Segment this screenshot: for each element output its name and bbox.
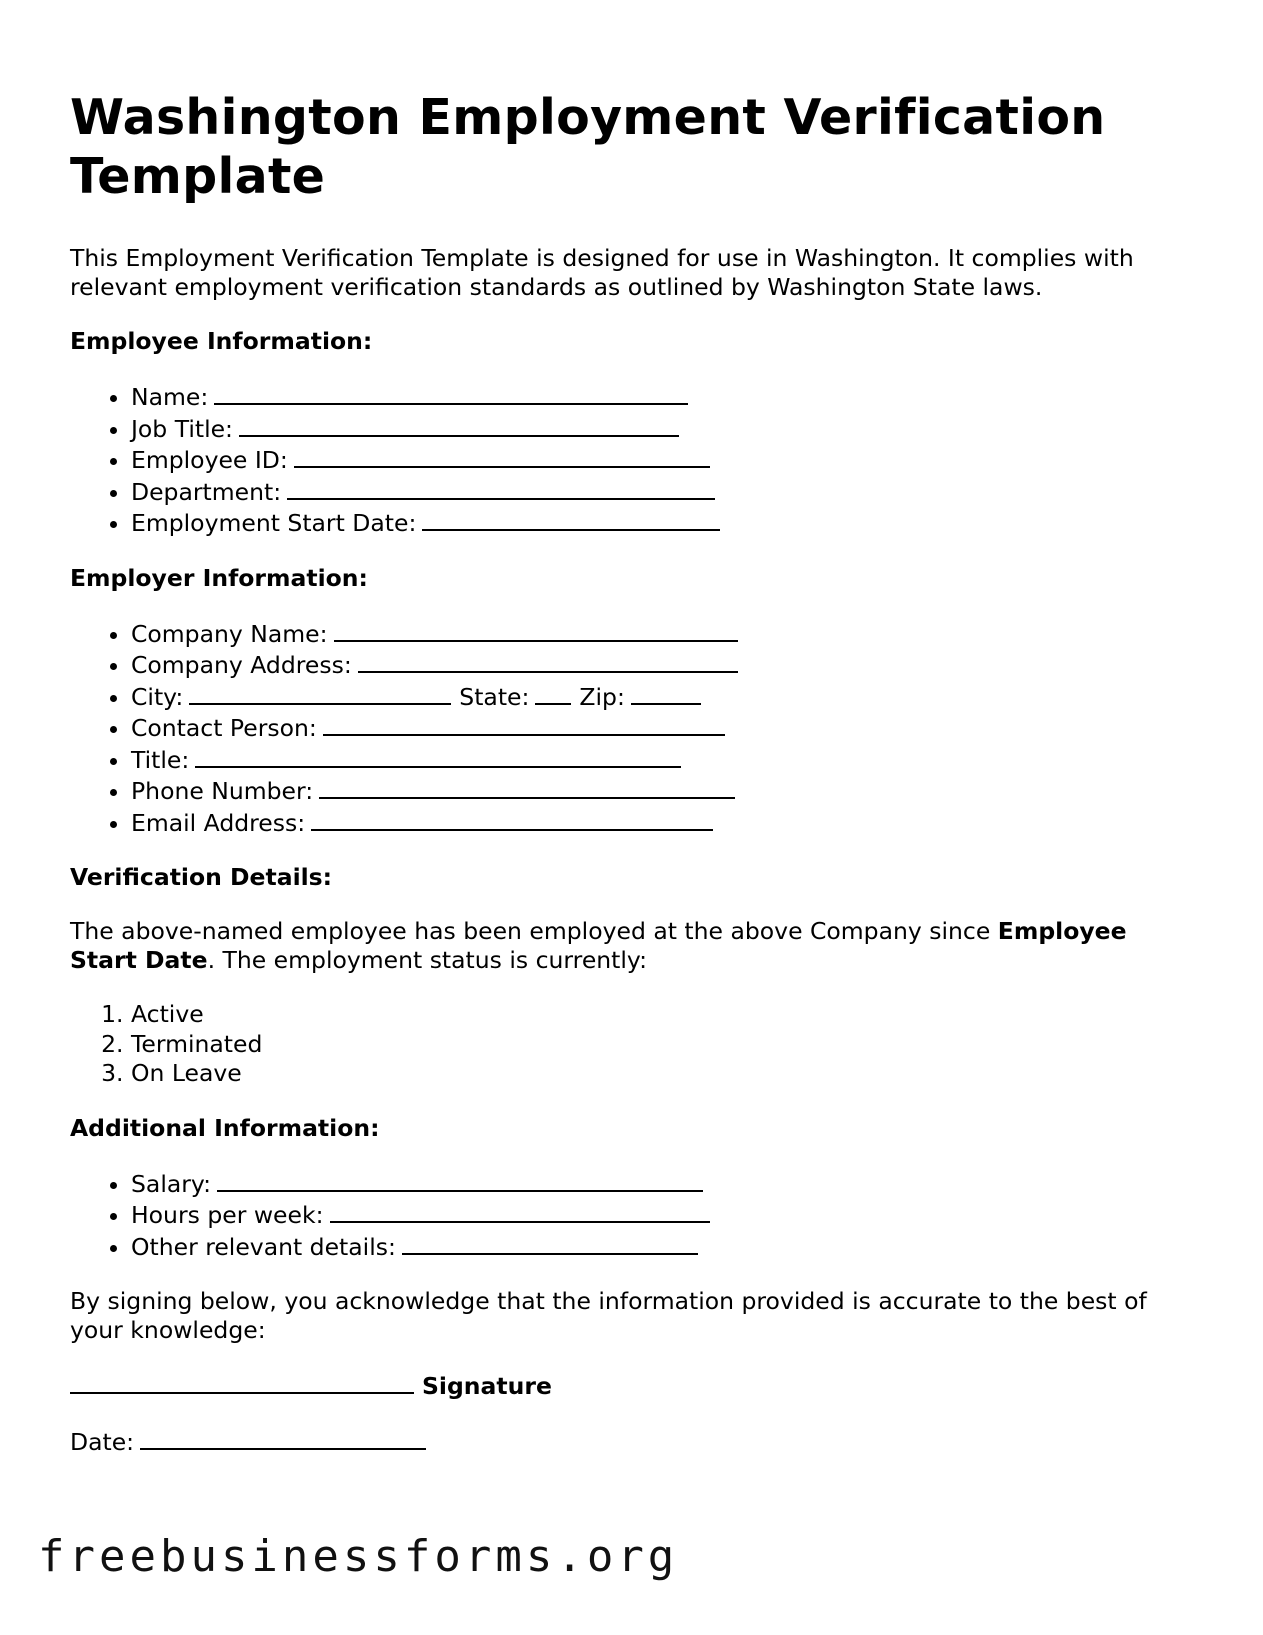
employee-id-field[interactable] (294, 444, 710, 468)
list-item (131, 775, 1200, 807)
intro-paragraph: This Employment Verification Template is designed for use in Washington. It complies with relevant employment verification standards as outlined by Washington State laws. (70, 244, 1134, 301)
city-field[interactable] (189, 681, 451, 705)
phone-number-field[interactable] (319, 775, 735, 799)
list-item (131, 618, 1200, 650)
other-details-field[interactable] (402, 1231, 698, 1255)
email-address-label: Email Address: (131, 808, 306, 837)
department-label: Department: (131, 477, 282, 506)
salary-label: Salary: (131, 1169, 212, 1198)
signature-field[interactable] (70, 1370, 414, 1394)
employee-fields-list (70, 381, 1200, 539)
employee-id-label: Employee ID: (131, 446, 288, 474)
date-line (70, 1426, 1200, 1457)
hours-per-week-field[interactable] (330, 1199, 710, 1223)
list-item (131, 381, 1200, 413)
list-item (131, 1199, 1200, 1231)
employer-information-heading: Employer Information: (70, 563, 368, 592)
employer-fields-list (70, 618, 1200, 839)
signature-label: Signature (422, 1372, 552, 1400)
list-item (131, 649, 1200, 681)
zip-label: Zip: (579, 682, 625, 711)
salary-field[interactable] (217, 1168, 703, 1192)
date-field[interactable] (140, 1426, 426, 1450)
department-field[interactable] (287, 476, 715, 500)
state-field[interactable] (535, 681, 571, 705)
verification-paragraph (70, 917, 1200, 975)
additional-fields-list (70, 1168, 1200, 1263)
acknowledgement-paragraph: By signing below, you acknowledge that the information provided is accurate to the best of your knowledge: (70, 1287, 1147, 1344)
contact-person-label: Contact Person: (131, 714, 317, 742)
document-page (70, 88, 1200, 1457)
employee-start-date-emphasis: Employee Start Date (70, 917, 1127, 974)
title-field[interactable] (195, 744, 681, 768)
job-title-label: Job Title: (131, 414, 233, 443)
contact-person-field[interactable] (323, 712, 725, 736)
employment-start-date-label: Employment Start Date: (131, 509, 417, 537)
phone-number-label: Phone Number: (131, 777, 314, 805)
employment-status-list (70, 1000, 1200, 1089)
company-name-label: Company Name: (131, 619, 328, 648)
company-address-label: Company Address: (131, 651, 352, 679)
signature-line (70, 1370, 1200, 1401)
status-option-on-leave[interactable]: 3. On Leave (131, 1059, 1200, 1089)
employee-information-heading: Employee Information: (70, 327, 373, 355)
list-item (131, 807, 1200, 839)
verification-text-after: . The employment status is currently: (207, 946, 648, 974)
list-item (131, 476, 1200, 508)
email-address-field[interactable] (311, 807, 713, 831)
list-item (131, 413, 1200, 445)
hours-per-week-label: Hours per week: (131, 1201, 324, 1229)
document-title: Washington Employment Verification Template (70, 89, 1106, 205)
additional-information-heading: Additional Information: (70, 1113, 380, 1142)
zip-field[interactable] (631, 681, 701, 705)
status-option-terminated[interactable]: 2. Terminated (131, 1030, 1200, 1060)
title-label: Title: (131, 745, 190, 774)
list-item (131, 444, 1200, 476)
other-details-label: Other relevant details: (131, 1232, 396, 1261)
city-label: City: (131, 682, 184, 711)
name-label: Name: (131, 383, 209, 411)
list-item (131, 712, 1200, 744)
verification-text-before: The above-named employee has been employed at the above Company since (70, 917, 998, 945)
list-item (131, 681, 1200, 713)
list-item (131, 744, 1200, 776)
name-field[interactable] (214, 381, 688, 405)
employment-start-date-field[interactable] (422, 507, 720, 531)
list-item (131, 507, 1200, 539)
list-item (131, 1231, 1200, 1263)
verification-details-heading: Verification Details: (70, 863, 333, 891)
company-address-field[interactable] (358, 649, 738, 673)
company-name-field[interactable] (334, 618, 738, 642)
site-watermark: freebusinessforms.org (38, 1531, 679, 1582)
state-label: State: (459, 682, 530, 711)
list-item (131, 1168, 1200, 1200)
job-title-field[interactable] (239, 413, 679, 437)
status-option-active[interactable]: 1. Active (131, 1000, 1200, 1030)
date-label: Date: (70, 1428, 135, 1456)
